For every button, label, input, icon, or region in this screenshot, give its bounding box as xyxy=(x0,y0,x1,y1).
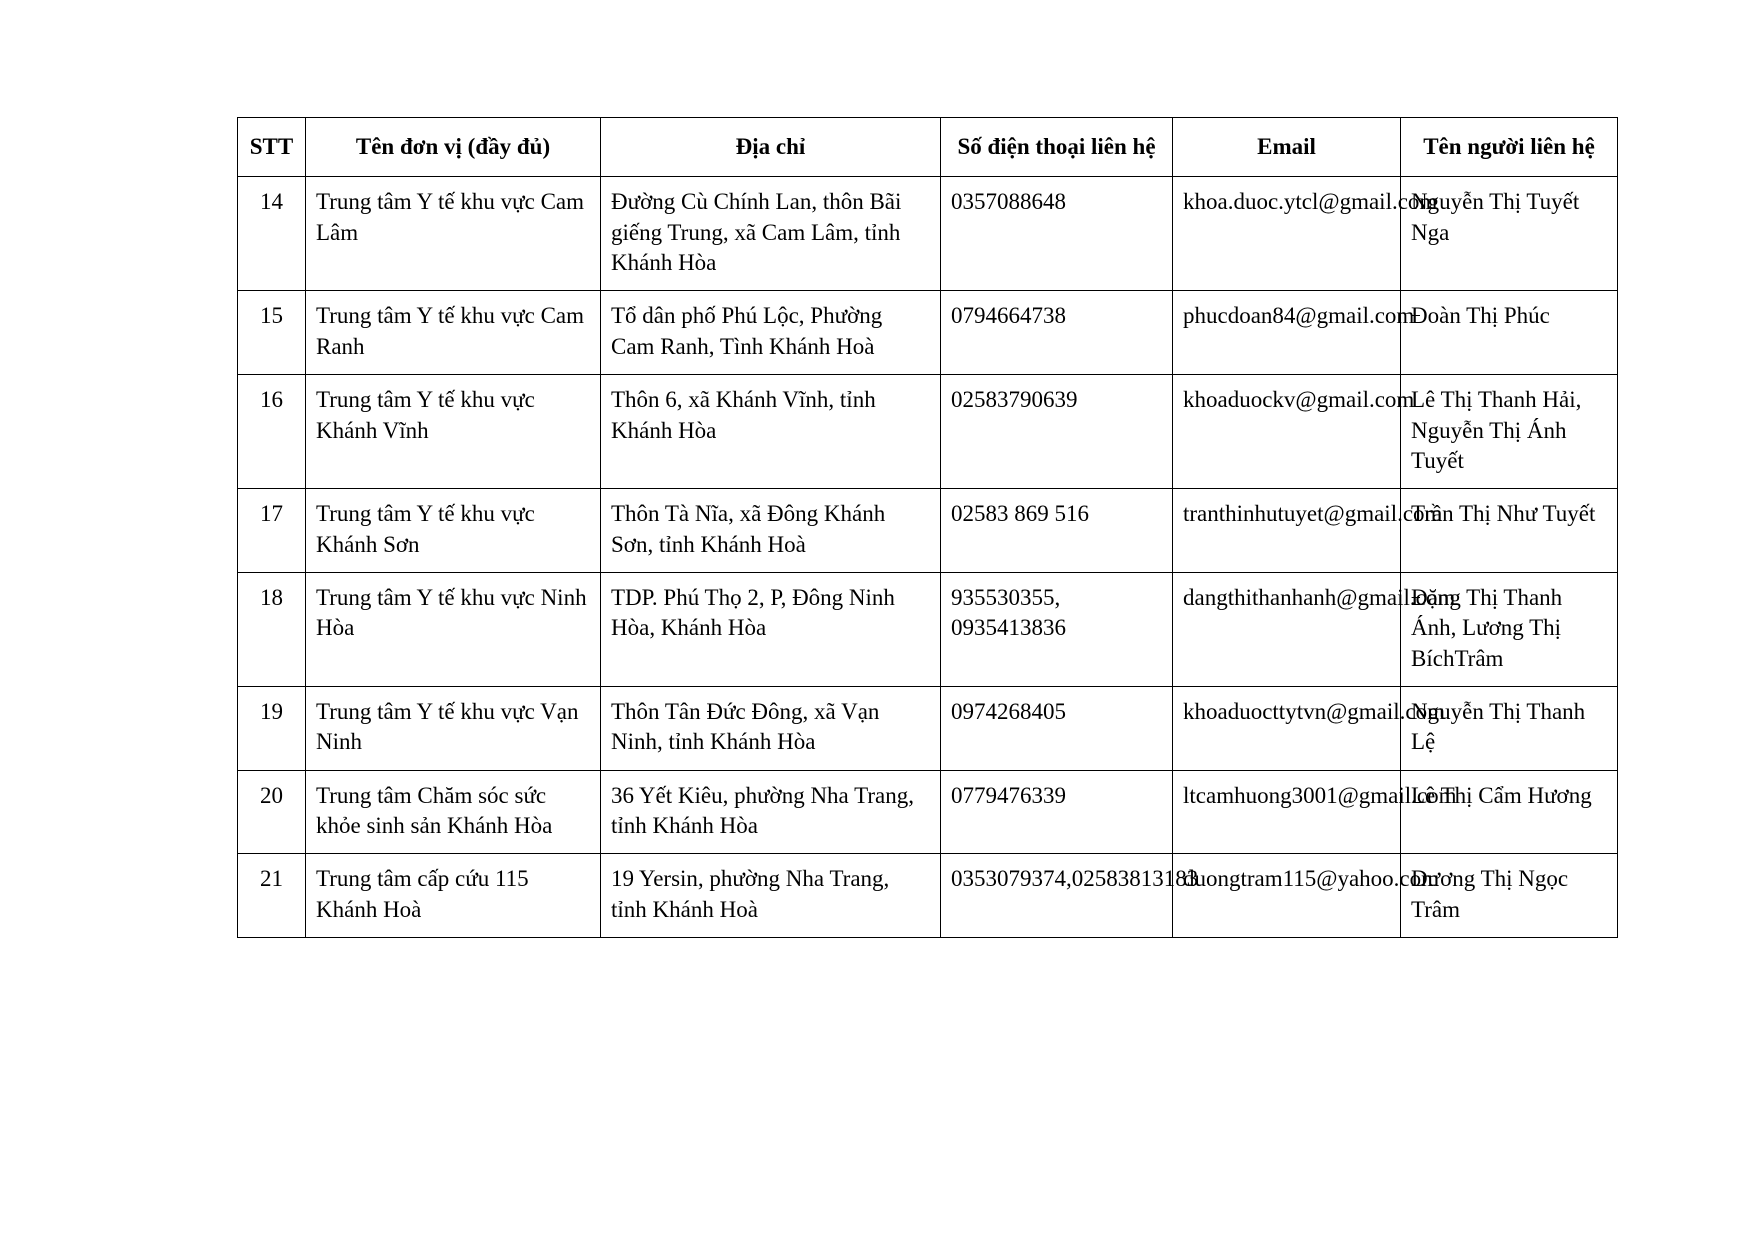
cell-person: Đoàn Thị Phúc xyxy=(1401,291,1618,375)
column-header-phone: Số điện thoại liên hệ xyxy=(941,118,1173,177)
column-header-email: Email xyxy=(1173,118,1401,177)
cell-address: Tổ dân phố Phú Lộc, Phường Cam Ranh, Tình Khánh Hoà xyxy=(601,291,941,375)
cell-name: Trung tâm Y tế khu vực Ninh Hòa xyxy=(306,572,601,686)
cell-address: TDP. Phú Thọ 2, P, Đông Ninh Hòa, Khánh Hòa xyxy=(601,572,941,686)
cell-phone: 02583 869 516 xyxy=(941,489,1173,573)
table-row xyxy=(238,291,1618,375)
cell-phone: 0974268405 xyxy=(941,687,1173,771)
cell-address: Thôn Tà Nĩa, xã Đông Khánh Sơn, tỉnh Khánh Hoà xyxy=(601,489,941,573)
cell-name: Trung tâm Y tế khu vực Khánh Sơn xyxy=(306,489,601,573)
table-header-row xyxy=(238,118,1618,177)
table-row xyxy=(238,375,1618,489)
column-header-stt: STT xyxy=(238,118,306,177)
cell-stt: 14 xyxy=(238,177,306,291)
cell-email: dangthithanhanh@gmail.com xyxy=(1173,572,1401,686)
cell-phone: 02583790639 xyxy=(941,375,1173,489)
cell-person: Lê Thị Thanh Hải, Nguyễn Thị Ánh Tuyết xyxy=(1401,375,1618,489)
cell-person: Nguyễn Thị Tuyết Nga xyxy=(1401,177,1618,291)
cell-stt: 21 xyxy=(238,854,306,938)
cell-phone: 0357088648 xyxy=(941,177,1173,291)
cell-address: 36 Yết Kiêu, phường Nha Trang, tỉnh Khánh Hòa xyxy=(601,770,941,854)
cell-email: khoa.duoc.ytcl@gmail.com xyxy=(1173,177,1401,291)
cell-address: 19 Yersin, phường Nha Trang, tỉnh Khánh Hoà xyxy=(601,854,941,938)
cell-email: phucdoan84@gmail.com xyxy=(1173,291,1401,375)
cell-name: Trung tâm Y tế khu vực Cam Ranh xyxy=(306,291,601,375)
cell-email: duongtram115@yahoo.com xyxy=(1173,854,1401,938)
cell-address: Thôn 6, xã Khánh Vĩnh, tỉnh Khánh Hòa xyxy=(601,375,941,489)
table-row xyxy=(238,177,1618,291)
cell-person: Đặng Thị Thanh Ánh, Lương Thị BíchTrâm xyxy=(1401,572,1618,686)
table-row xyxy=(238,687,1618,771)
cell-person: Dương Thị Ngọc Trâm xyxy=(1401,854,1618,938)
table-row xyxy=(238,770,1618,854)
cell-phone: 0779476339 xyxy=(941,770,1173,854)
cell-phone: 0794664738 xyxy=(941,291,1173,375)
column-header-name: Tên đơn vị (đầy đủ) xyxy=(306,118,601,177)
cell-name: Trung tâm cấp cứu 115 Khánh Hoà xyxy=(306,854,601,938)
cell-stt: 17 xyxy=(238,489,306,573)
column-header-person: Tên người liên hệ xyxy=(1401,118,1618,177)
cell-email: khoaduockv@gmail.com xyxy=(1173,375,1401,489)
cell-phone: 0353079374,02583813183 xyxy=(941,854,1173,938)
table-row xyxy=(238,572,1618,686)
cell-person: Nguyễn Thị Thanh Lệ xyxy=(1401,687,1618,771)
column-header-address: Địa chỉ xyxy=(601,118,941,177)
cell-stt: 15 xyxy=(238,291,306,375)
cell-stt: 18 xyxy=(238,572,306,686)
contacts-table xyxy=(237,117,1618,938)
table-header xyxy=(238,118,1618,177)
cell-name: Trung tâm Y tế khu vực Khánh Vĩnh xyxy=(306,375,601,489)
cell-address: Đường Cù Chính Lan, thôn Bãi giếng Trung, xã Cam Lâm, tỉnh Khánh Hòa xyxy=(601,177,941,291)
table-row xyxy=(238,854,1618,938)
cell-address: Thôn Tân Đức Đông, xã Vạn Ninh, tỉnh Khánh Hòa xyxy=(601,687,941,771)
cell-person: Lê Thị Cẩm Hương xyxy=(1401,770,1618,854)
table-body xyxy=(238,177,1618,938)
cell-email: ltcamhuong3001@gmail.com xyxy=(1173,770,1401,854)
cell-stt: 19 xyxy=(238,687,306,771)
table-row xyxy=(238,489,1618,573)
cell-stt: 20 xyxy=(238,770,306,854)
cell-name: Trung tâm Chăm sóc sức khỏe sinh sản Khánh Hòa xyxy=(306,770,601,854)
cell-name: Trung tâm Y tế khu vực Cam Lâm xyxy=(306,177,601,291)
cell-name: Trung tâm Y tế khu vực Vạn Ninh xyxy=(306,687,601,771)
cell-person: Trần Thị Như Tuyết xyxy=(1401,489,1618,573)
cell-email: tranthinhutuyet@gmail.com xyxy=(1173,489,1401,573)
contacts-table-container xyxy=(237,117,1597,938)
cell-phone: 935530355, 0935413836 xyxy=(941,572,1173,686)
cell-stt: 16 xyxy=(238,375,306,489)
cell-email: khoaduocttytvn@gmail.com xyxy=(1173,687,1401,771)
